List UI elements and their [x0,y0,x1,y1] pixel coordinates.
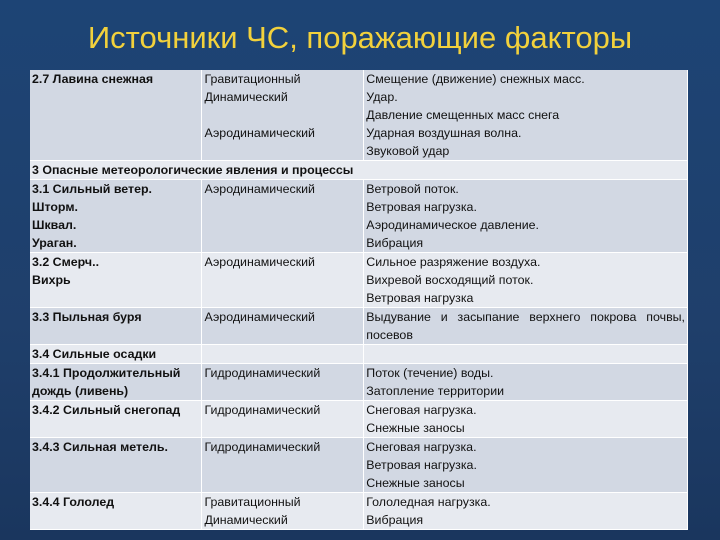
table-row [30,493,688,530]
hazard-source-cell [30,401,202,438]
cell-line: Шторм. [32,200,78,214]
table-row [30,438,688,493]
cell-line: Снеговая нагрузка. [366,403,477,417]
damaging-factor-cell [364,70,688,161]
cell-line: 3.4 Сильные осадки [32,347,157,361]
table-row [30,253,688,308]
cell-line: Динамический [204,90,288,104]
cell-line: Ударная воздушная волна. [366,126,522,140]
table-row [30,180,688,253]
section-heading: 3 Опасные метеорологические явления и процессы [30,161,688,180]
damaging-factor-cell [364,308,688,345]
impact-type-cell [202,345,364,364]
cell-line: Поток (течение) воды. [366,366,494,380]
impact-type-cell [202,493,364,530]
cell-line: Гололедная нагрузка. [366,495,491,509]
damaging-factor-cell [364,493,688,530]
cell-line: Аэродинамический [204,126,315,140]
table-row [30,345,688,364]
damaging-factor-cell [364,401,688,438]
cell-line: дождь (ливень) [32,384,129,398]
table-row [30,401,688,438]
damaging-factor-cell [364,364,688,401]
cell-line [204,345,361,363]
cell-line: 3.4.2 Сильный снегопад [32,403,181,417]
damaging-factor-cell [364,438,688,493]
damaging-factor-cell [364,345,688,364]
impact-type-cell [202,438,364,493]
cell-line: Вибрация [366,236,424,250]
cell-line: Гравитационный [204,495,301,509]
cell-line: Гидродинамический [204,440,321,454]
cell-line: Снежные заносы [366,421,465,435]
cell-line: Аэродинамический [204,255,315,269]
slide-title: Источники ЧС, поражающие факторы [87,20,633,55]
cell-line: Сильное разряжение воздуха. [366,255,541,269]
cell-line: 3.1 Сильный ветер. [32,182,152,196]
cell-line: Аэродинамический [204,182,315,196]
cell-line: Давление смещенных масс снега [366,108,560,122]
table-row [30,364,688,401]
impact-type-cell [202,308,364,345]
hazard-source-cell [30,345,202,364]
hazard-source-cell [30,70,202,161]
cell-line: 3.4.4 Гололед [32,495,115,509]
cell-line: Гидродинамический [204,403,321,417]
table-row [30,70,688,161]
cell-line: Снежные заносы [366,476,465,490]
hazard-source-cell [30,180,202,253]
impact-type-cell [202,364,364,401]
hazard-source-cell [30,364,202,401]
damaging-factor-cell [364,180,688,253]
cell-line: Выдувание и засыпание верхнего покрова почвы, посевов [366,310,685,342]
cell-line: Гравитационный [204,72,301,86]
cell-line: Ветровая нагрузка. [366,200,477,214]
cell-line: Аэродинамическое давление. [366,218,539,232]
cell-line: Вихревой восходящий поток. [366,273,534,287]
cell-line [204,106,361,124]
cell-line: Гидродинамический [204,366,321,380]
impact-type-cell [202,70,364,161]
table-row [30,308,688,345]
damaging-factor-cell [364,253,688,308]
cell-line: Шквал. [32,218,77,232]
cell-line: 3.3 Пыльная буря [32,310,142,324]
cell-line: Ураган. [32,236,77,250]
cell-line: Ветровая нагрузка [366,291,474,305]
cell-line: Аэродинамический [204,310,315,324]
cell-line: Динамический [204,513,288,527]
cell-line: 3.2 Смерч.. [32,255,100,269]
cell-line: 3.4.1 Продолжительный [32,366,181,380]
cell-line: Ветровая нагрузка. [366,458,477,472]
cell-line: Вибрация [366,513,424,527]
cell-line [366,345,685,363]
table-row [30,161,688,180]
cell-line: Звуковой удар [366,144,450,158]
cell-line: Снеговая нагрузка. [366,440,477,454]
cell-line: 3.4.3 Сильная метель. [32,440,168,454]
impact-type-cell [202,401,364,438]
impact-type-cell [202,180,364,253]
impact-type-cell [202,253,364,308]
hazard-source-cell [30,438,202,493]
cell-line: Смещение (движение) снежных масс. [366,72,585,86]
cell-line: Удар. [366,90,398,104]
hazards-table [30,70,688,530]
cell-line: Ветровой поток. [366,182,459,196]
cell-line: 2.7 Лавина снежная [32,72,154,86]
hazard-source-cell [30,253,202,308]
cell-line: Затопление территории [366,384,505,398]
hazard-source-cell [30,308,202,345]
cell-line: Вихрь [32,273,71,287]
hazard-source-cell [30,493,202,530]
